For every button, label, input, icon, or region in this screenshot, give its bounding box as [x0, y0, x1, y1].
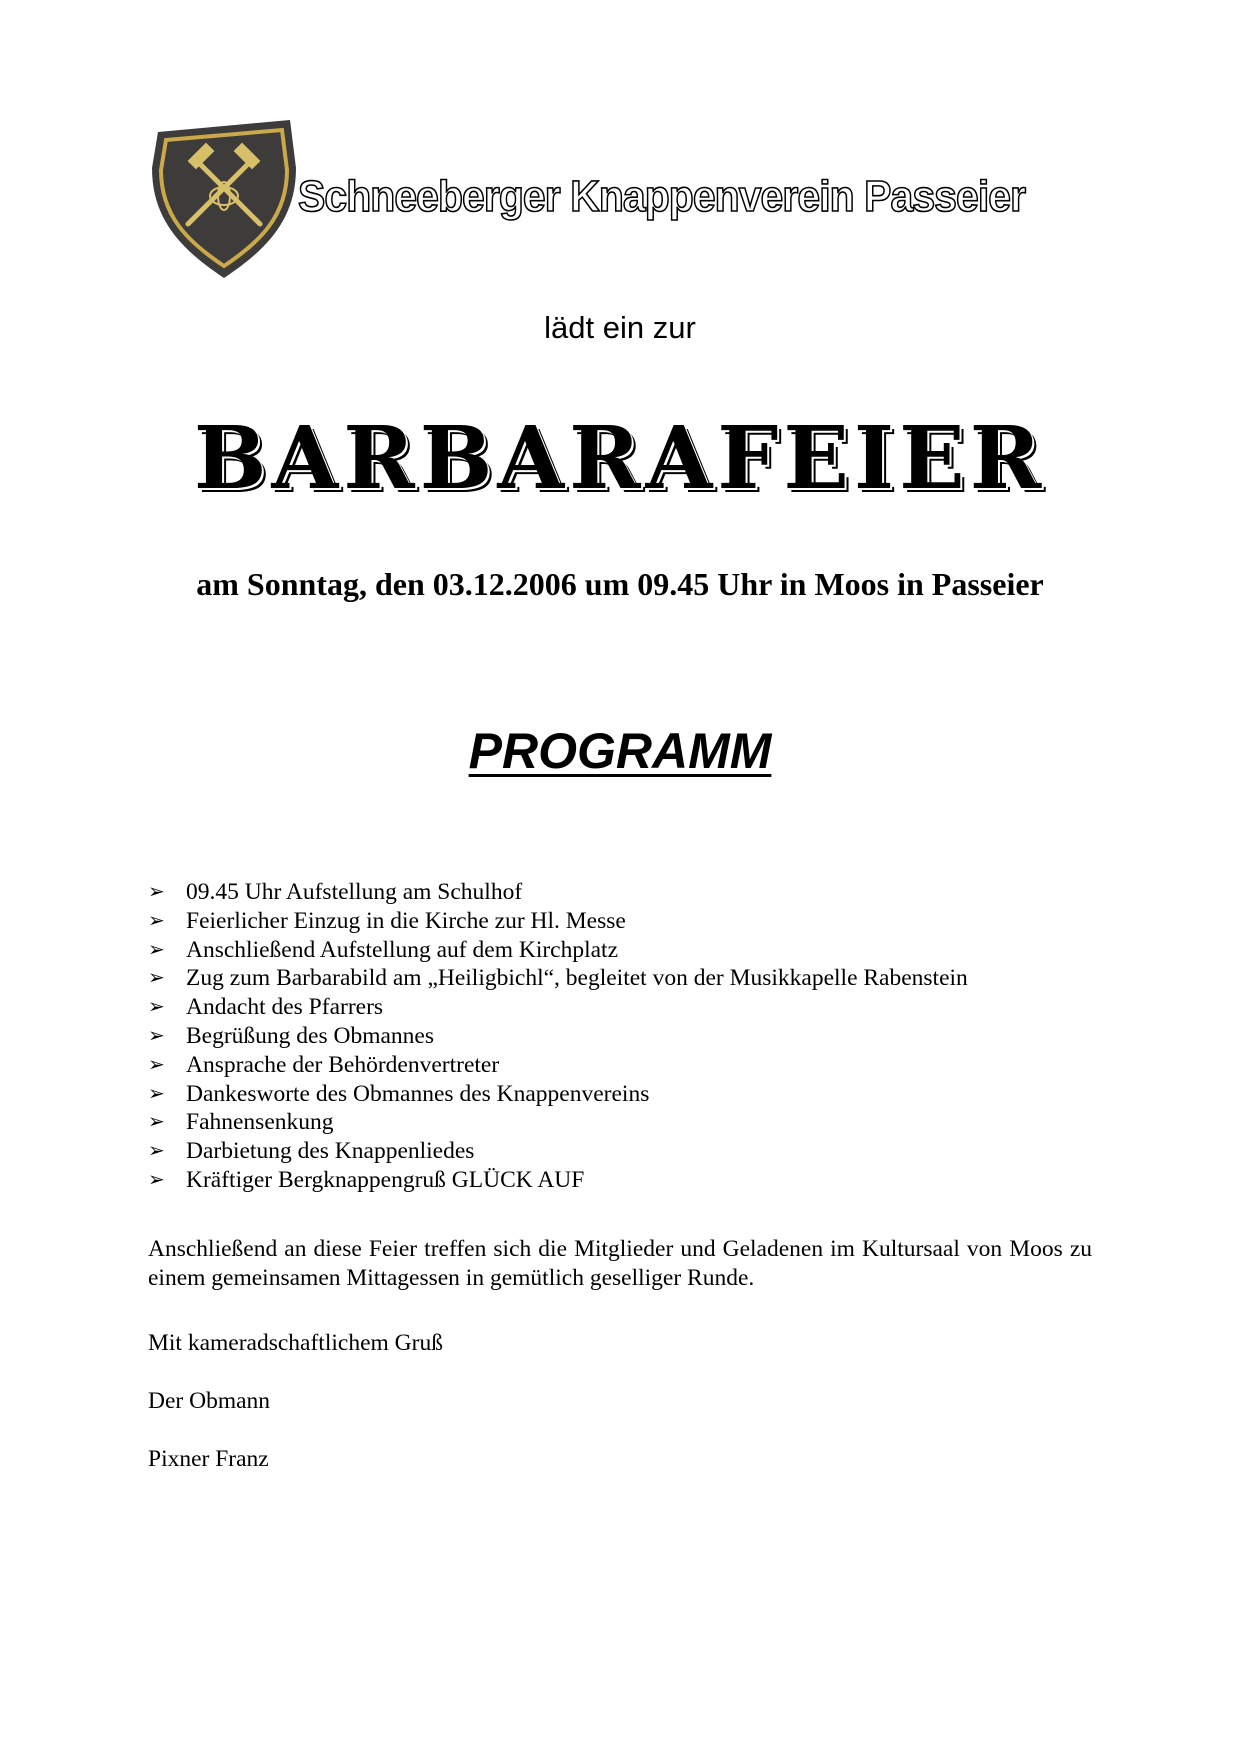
- organization-name: Schneeberger Knappenverein Passeier: [298, 172, 1026, 221]
- program-item-text: Feierlicher Einzug in die Kirche zur Hl. Messe: [186, 907, 626, 934]
- arrow-bullet-icon: ➢: [148, 938, 165, 961]
- arrow-bullet-icon: ➢: [148, 909, 165, 932]
- signature-role: Der Obmann: [148, 1388, 271, 1414]
- arrow-bullet-icon: ➢: [148, 996, 165, 1019]
- event-title: BARBARAFEIER: [193, 408, 1047, 509]
- program-item: [148, 993, 968, 1022]
- program-item-text: Zug zum Barbarabild am „Heiligbichl“, begleitet von der Musikkapelle Rabenstein: [186, 965, 968, 992]
- event-date: am Sonntag, den 03.12.2006 um 09.45 Uhr in Moos in Passeier: [196, 566, 1044, 602]
- program-item: [148, 1137, 968, 1166]
- program-item-text: Ansprache der Behördenvertreter: [186, 1051, 500, 1078]
- invitation-text: lädt ein zur: [544, 310, 696, 345]
- arrow-bullet-icon: ➢: [148, 1024, 165, 1047]
- program-item-text: 09.45 Uhr Aufstellung am Schulhof: [186, 879, 523, 905]
- arrow-bullet-icon: ➢: [148, 1053, 165, 1076]
- program-item: [148, 1166, 968, 1195]
- signature-name: Pixner Franz: [148, 1446, 269, 1472]
- program-list: [148, 878, 968, 1195]
- program-item: [148, 878, 968, 907]
- arrow-bullet-icon: ➢: [148, 1111, 165, 1134]
- program-item-text: Begrüßung des Obmannes: [186, 1022, 435, 1049]
- program-item: [148, 964, 968, 993]
- program-item-text: Darbietung des Knappenliedes: [186, 1138, 475, 1165]
- program-item: [148, 1080, 968, 1109]
- program-item-text: Dankesworte des Obmannes des Knappenvereins: [186, 1080, 650, 1107]
- arrow-bullet-icon: ➢: [148, 1168, 165, 1191]
- arrow-bullet-icon: ➢: [148, 881, 165, 903]
- arrow-bullet-icon: ➢: [148, 967, 165, 990]
- program-item-text: Fahnensenkung: [186, 1109, 334, 1136]
- program-item-text: Anschließend Aufstellung auf dem Kirchplatz: [186, 936, 619, 963]
- program-item: [148, 1051, 968, 1080]
- arrow-bullet-icon: ➢: [148, 1140, 165, 1163]
- program-item: [148, 936, 968, 965]
- program-item-text: Kräftiger Bergknappengruß GLÜCK AUF: [186, 1166, 585, 1193]
- program-heading: PROGRAMM: [468, 723, 772, 779]
- miner-hammer-emblem-icon: [148, 120, 300, 280]
- program-item: [148, 907, 968, 936]
- greeting: Mit kameradschaftlichem Gruß: [148, 1330, 443, 1356]
- program-item: [148, 1108, 968, 1137]
- arrow-bullet-icon: ➢: [148, 1082, 165, 1105]
- closing-paragraph: Anschließend an diese Feier treffen sich die Mitglieder und Geladenen im Kultursaal von Moos zu einem gemeinsamen Mittagessen in gemütlich geselliger Runde.: [148, 1236, 1092, 1291]
- program-item-text: Andacht des Pfarrers: [186, 994, 384, 1021]
- program-item: [148, 1022, 968, 1051]
